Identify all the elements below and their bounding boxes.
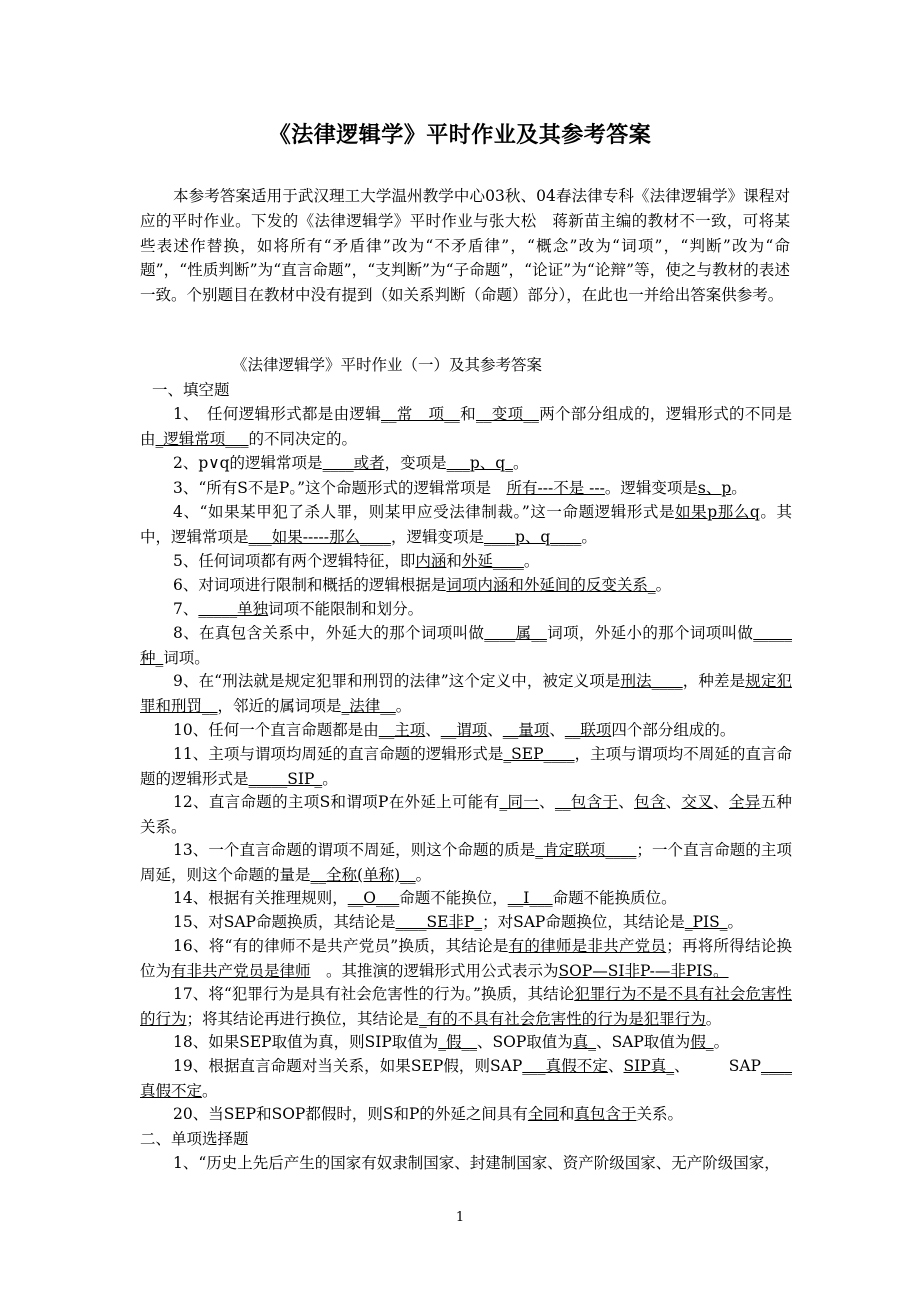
answer-blank: s、p xyxy=(697,479,732,497)
question-text: 和 xyxy=(446,552,462,570)
question-text: ，邻近的属词项是 xyxy=(217,696,342,715)
question-text: 。 xyxy=(655,576,672,594)
question-text: 7、 xyxy=(173,600,199,618)
answer-blank: 真包含于 xyxy=(574,1105,637,1123)
answer-blank: 如果p那么q xyxy=(675,503,760,521)
question-7 xyxy=(140,597,792,622)
answer-blank: 真_ xyxy=(572,1033,597,1051)
question-text: 命题不能换质位。 xyxy=(552,889,677,907)
question-text: 19、根据直言命题对当关系，如果SEP假，则SAP xyxy=(173,1057,523,1075)
question-text: 17、将“犯罪行为是具有社会危害性的行为。”换质，其结论 xyxy=(173,985,575,1003)
question-text: 词项，外延小的那个词项叫做 xyxy=(546,624,754,642)
question-2 xyxy=(140,451,792,476)
answer-blank: __I___ xyxy=(507,889,553,907)
question-text: 。 xyxy=(727,913,744,931)
question-text: 、 xyxy=(607,1057,624,1075)
answer-blank: 内涵 xyxy=(415,552,447,570)
answer-blank: _同一 xyxy=(499,793,540,811)
answer-blank: __全称(单称)__ xyxy=(310,865,416,884)
answer-blank: __联项 xyxy=(564,721,612,739)
question-text: 5、任何词项都有两个逻辑特征，即 xyxy=(173,552,416,570)
answer-blank: __量项 xyxy=(502,721,550,739)
question-text: 、 xyxy=(713,793,729,811)
question-text: 、SAP取值为 xyxy=(596,1033,691,1051)
question-text: 6、对词项进行限制和概括的逻辑根据是 xyxy=(173,576,447,594)
question-text: 。 xyxy=(512,454,529,472)
answer-blank: _____种_ xyxy=(140,624,792,667)
question-11 xyxy=(140,742,792,792)
question-5 xyxy=(140,549,792,574)
choice-question-1 xyxy=(140,1151,792,1176)
answer-blank: _SEP____ xyxy=(503,745,575,763)
answer-blank: __变项__ xyxy=(475,405,539,423)
question-17 xyxy=(140,982,792,1032)
answer-blank: ____p、q____ xyxy=(483,527,582,546)
question-text: ，主项与谓项均不周延的直言命题的逻辑形式是 xyxy=(140,745,792,788)
question-text: 10、任何一个直言命题都是由 xyxy=(173,721,379,739)
answer-blank: __主项 xyxy=(378,721,426,739)
question-1 xyxy=(140,402,792,452)
question-text: 命题不能换位， xyxy=(399,889,508,907)
question-text: 。 xyxy=(705,1009,722,1028)
question-text: 2、p∨q的逻辑常项是 xyxy=(173,454,323,472)
question-text: 12、直言命题的主项S和谓项P在外延上可能有 xyxy=(173,793,500,811)
question-text: 。 xyxy=(731,479,747,497)
question-text: ，种差是 xyxy=(682,672,746,690)
question-text: 20、当SEP和SOP都假时，则S和P的外延之间具有 xyxy=(173,1105,528,1123)
question-text: 。 xyxy=(322,769,338,788)
question-text: ；再将所得结论换位为 xyxy=(140,937,792,980)
question-10 xyxy=(140,718,792,743)
answer-blank: __常 项__ xyxy=(381,405,460,423)
question-text: 4、“如果某甲犯了杀人罪，则某甲应受法律制裁。”这一命题逻辑形式是 xyxy=(173,503,676,521)
question-text: ，逻辑变项是 xyxy=(390,527,484,546)
question-3 xyxy=(140,476,792,501)
answer-blank: 包含 xyxy=(634,793,666,811)
question-text: 关系。 xyxy=(636,1105,683,1123)
question-text: 两个部分组成的，逻辑形式的不同是由 xyxy=(140,405,792,448)
question-4 xyxy=(140,500,792,550)
question-text: 和 xyxy=(459,405,476,423)
question-text: 。 xyxy=(395,696,412,715)
question-text: 、SOP取值为 xyxy=(477,1033,573,1051)
question-text: 。 xyxy=(202,1081,218,1100)
question-text: 四个部分组成的。 xyxy=(611,721,736,739)
question-text: 的不同决定的。 xyxy=(248,429,358,448)
question-text: 、 xyxy=(487,721,503,739)
question-text: 。 xyxy=(523,552,540,570)
document-title: 《法律逻辑学》平时作业及其参考答案 xyxy=(268,123,652,148)
question-text: 1、 任何逻辑形式都是由逻辑 xyxy=(173,405,382,423)
question-text: 、 xyxy=(539,793,555,811)
question-text: 词项不能限制和划分。 xyxy=(268,600,424,618)
answer-blank: 假_ xyxy=(690,1033,714,1051)
question-text: 、 xyxy=(549,721,565,739)
question-text: 15、对SAP命题换质，其结论是 xyxy=(173,913,396,931)
answer-blank: 所有---不是 --- xyxy=(506,479,605,497)
question-text: 。其中，逻辑常项是 xyxy=(140,503,792,546)
section-heading-single-choice: 二、单项选择题 xyxy=(140,1130,249,1148)
answer-blank: ___真假不定 xyxy=(522,1057,608,1075)
question-14 xyxy=(140,886,792,911)
question-text: 五种关系。 xyxy=(140,793,792,836)
answer-blank: 刑法____ xyxy=(620,672,683,690)
question-9 xyxy=(140,669,792,719)
answer-blank: ____真假不定 xyxy=(140,1057,792,1100)
answer-blank: ____SE非P_ xyxy=(395,913,483,931)
assignment-subtitle: 《法律逻辑学》平时作业（一）及其参考答案 xyxy=(232,356,543,374)
question-text: 16、将“有的律师不是共产党员”换质，其结论是 xyxy=(173,937,509,955)
page-number: 1 xyxy=(455,1210,465,1225)
question-13 xyxy=(140,838,792,888)
question-19 xyxy=(140,1054,792,1104)
answer-blank: 有非共产党员是律师 xyxy=(171,961,311,980)
answer-blank: _假__ xyxy=(438,1033,478,1051)
question-15 xyxy=(140,910,792,935)
question-12 xyxy=(140,790,792,840)
question-8 xyxy=(140,621,792,671)
question-text: 、 xyxy=(425,721,441,739)
question-text: 。其推演的逻辑形式用公式表示为 xyxy=(310,961,559,980)
question-text: 。 xyxy=(713,1033,730,1051)
question-text: ，变项是 xyxy=(384,454,447,472)
answer-blank: ____或者 xyxy=(322,454,385,472)
question-text: ；将其结论再进行换位，其结论是 xyxy=(186,1009,420,1028)
question-text: 词项。 xyxy=(163,648,210,667)
question-18 xyxy=(140,1030,792,1055)
question-text: ；一个直言命题的主项周延，则这个命题的量是 xyxy=(140,841,792,884)
question-text: 、 xyxy=(618,793,635,811)
answer-blank: __谓项 xyxy=(440,721,488,739)
question-text: 11、主项与谓项均周延的直言命题的逻辑形式是 xyxy=(173,745,504,763)
question-20 xyxy=(140,1102,792,1127)
answer-blank: 犯罪行为不是不具有社会危害性的行为 xyxy=(140,985,792,1028)
section-heading-fill-blank: 一、填空题 xyxy=(152,381,230,399)
answer-blank: 外延____ xyxy=(461,552,524,570)
answer-blank: SOP—SI非P-—非PIS。 xyxy=(558,961,729,980)
question-text: 9、在“刑法就是规定犯罪和刑罚的法律”这个定义中，被定义项是 xyxy=(173,672,621,690)
answer-blank: _____SIP_ xyxy=(248,769,323,788)
question-text: 1、“历史上先后产生的国家有奴隶制国家、封建制国家、资产阶级国家、无产阶级国家， xyxy=(173,1154,780,1172)
answer-blank: _PIS_ xyxy=(684,913,728,931)
answer-blank: _逻辑常项___ xyxy=(155,429,249,448)
intro-paragraph: 本参考答案适用于武汉理工大学温州教学中心03秋、04春法律专科《法律逻辑学》课程对应的平时作业。下发的《法律逻辑学》平时作业与张大松 蒋新苗主编的教材不一致，可将某些表述作替换，如将所有“矛盾律”改为“不矛盾律”，“概念”改为“词项”，“判断”改为“命题”，“性质判断”为“直言命题”，“支判断”为“子命题”，“论证”为“论辩”等，使之与教材的表述一致。个别题目在教材中没有提到（如关系判断（命题）部分），在此也一并给出答案供参考。 xyxy=(140,187,790,305)
question-text: 18、如果SEP取值为真，则SIP取值为 xyxy=(173,1033,439,1051)
question-text: 和 xyxy=(558,1105,575,1123)
answer-blank: _有的不具有社会危害性的行为是犯罪行为 xyxy=(419,1009,706,1028)
question-text: 。 xyxy=(415,865,432,884)
answer-blank: ____属__ xyxy=(484,624,547,642)
answer-blank: 全同 xyxy=(527,1105,559,1123)
question-text: ；对SAP命题换位，其结论是 xyxy=(482,913,685,931)
answer-blank: 交叉 xyxy=(681,793,714,811)
question-text: 8、在真包含关系中，外延大的那个词项叫做 xyxy=(173,624,485,642)
answer-blank: ___p、q_ xyxy=(446,454,513,472)
question-text: 13、一个直言命题的谓项不周延，则这个命题的质是 xyxy=(173,841,536,859)
answer-blank: _____单独 xyxy=(198,600,269,618)
question-16 xyxy=(140,934,792,984)
answer-blank: 词项内涵和外延间的反变关系_ xyxy=(446,576,656,594)
question-text: 、 xyxy=(665,793,682,811)
answer-blank: 规定犯罪和刑罚__ xyxy=(140,672,792,715)
answer-blank: 有的律师是非共产党员 xyxy=(508,937,667,955)
answer-blank: __O___ xyxy=(347,889,400,907)
question-text: 。逻辑变项是 xyxy=(604,479,698,497)
question-text: 14、根据有关推理规则， xyxy=(173,889,348,907)
answer-blank: _肯定联项____ xyxy=(535,841,637,859)
answer-blank: __包含于 xyxy=(554,793,619,811)
answer-blank: ___如果-----那么____ xyxy=(248,527,391,546)
question-6 xyxy=(140,573,792,598)
question-text: 、 SAP xyxy=(674,1057,761,1075)
question-text: 。 xyxy=(581,527,597,546)
question-text: 3、“所有S不是P。”这个命题形式的逻辑常项是 xyxy=(173,479,507,497)
answer-blank: SIP真_ xyxy=(623,1057,675,1075)
answer-blank: 全异 xyxy=(728,793,761,811)
answer-blank: _法律__ xyxy=(341,696,396,715)
